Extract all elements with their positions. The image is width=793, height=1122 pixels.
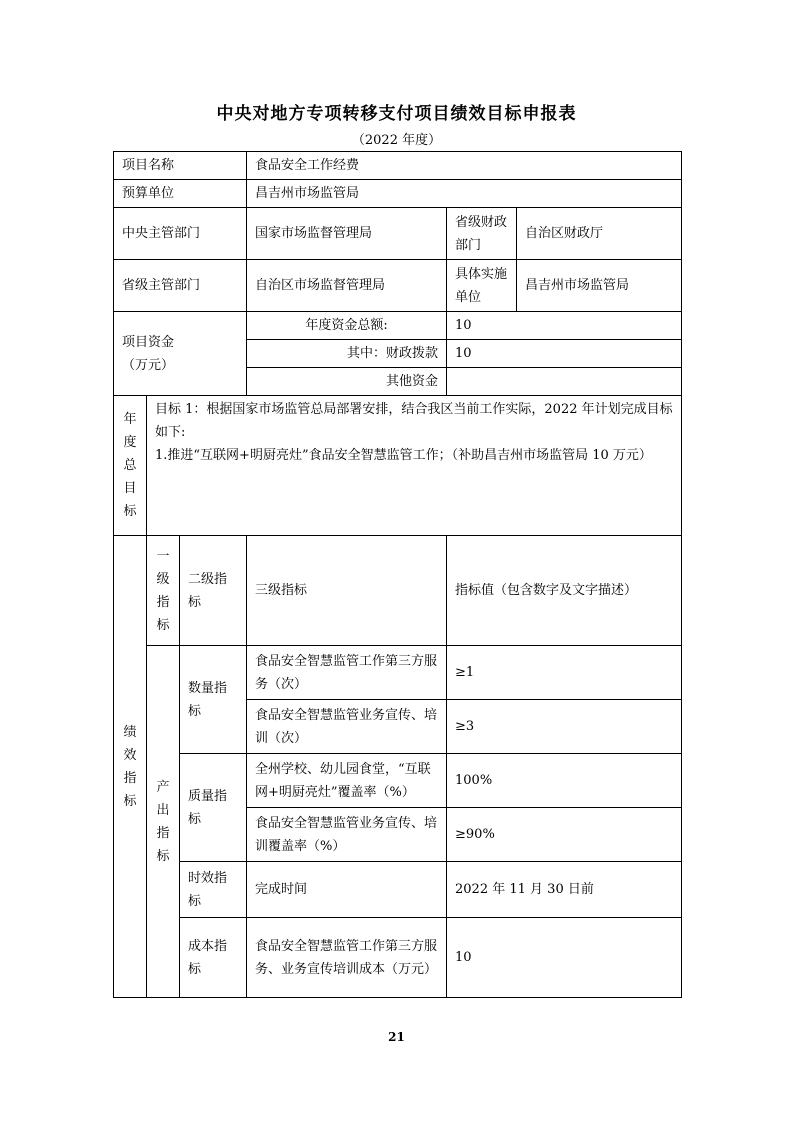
project-name-value: 食品安全工作经费 xyxy=(247,152,682,180)
quality-2-value: ≥90% xyxy=(447,808,682,862)
cost-value: 10 xyxy=(447,918,682,998)
annual-goal-label xyxy=(114,396,147,536)
row-project-name xyxy=(114,152,682,180)
row-quality-1 xyxy=(114,754,682,808)
performance-goal-table xyxy=(113,151,682,998)
level1-char: 级 xyxy=(156,571,170,587)
quantity-1-value: ≥1 xyxy=(447,646,682,700)
funds-fiscal-label: 其中：财政拨款 xyxy=(247,340,447,368)
indicators-char: 标 xyxy=(123,793,137,809)
impl-unit-label: 具体实施单位 xyxy=(447,260,517,312)
timeliness-label: 时效指标 xyxy=(180,862,247,918)
quantity-1-name: 食品安全智慧监管工作第三方服务（次） xyxy=(247,646,447,700)
level2-header: 二级指标 xyxy=(180,536,247,646)
row-indicator-header xyxy=(114,536,682,646)
row-cost xyxy=(114,918,682,998)
level1-char: 指 xyxy=(156,594,170,610)
annual-goal-char: 度 xyxy=(123,435,137,450)
quantity-label: 数量指标 xyxy=(180,646,247,754)
row-timeliness xyxy=(114,862,682,918)
annual-goal-text xyxy=(147,396,682,536)
cost-name: 食品安全智慧监管工作第三方服务、业务宣传培训成本（万元） xyxy=(247,918,447,998)
timeliness-name: 完成时间 xyxy=(247,862,447,918)
impl-unit-value: 昌吉州市场监管局 xyxy=(517,260,682,312)
level3-header: 三级指标 xyxy=(247,536,447,646)
budget-unit-label: 预算单位 xyxy=(114,180,247,208)
quality-2-name: 食品安全智慧监管业务宣传、培训覆盖率（%） xyxy=(247,808,447,862)
annual-goal-char: 总 xyxy=(123,458,137,473)
prov-finance-value: 自治区财政厅 xyxy=(517,208,682,260)
funds-label-line1: 项目资金 xyxy=(122,334,175,350)
budget-unit-value: 昌吉州市场监管局 xyxy=(247,180,682,208)
output-char: 出 xyxy=(156,802,170,818)
indicators-label xyxy=(114,536,147,998)
quantity-2-value: ≥3 xyxy=(447,700,682,754)
indicators-char: 绩 xyxy=(123,724,137,740)
row-central-dept xyxy=(114,208,682,260)
annual-goal-char: 标 xyxy=(123,504,137,519)
funds-total-value: 10 xyxy=(447,312,682,340)
document-title: 中央对地方专项转移支付项目绩效目标申报表 xyxy=(216,104,577,124)
funds-other-value xyxy=(447,368,682,396)
funds-total-label: 年度资金总额: xyxy=(247,312,447,340)
central-dept-label: 中央主管部门 xyxy=(114,208,247,260)
funds-label xyxy=(114,312,247,396)
level1-header xyxy=(147,536,180,646)
indicators-char: 指 xyxy=(123,770,137,786)
value-header: 指标值（包含数字及文字描述） xyxy=(447,536,682,646)
quantity-2-name: 食品安全智慧监管业务宣传、培训（次） xyxy=(247,700,447,754)
level1-char: 标 xyxy=(156,617,170,633)
quality-1-value: 100% xyxy=(447,754,682,808)
output-char: 标 xyxy=(156,848,170,864)
timeliness-value: 2022 年 11 月 30 日前 xyxy=(447,862,682,918)
level1-char: 一 xyxy=(156,548,170,564)
output-char: 指 xyxy=(156,825,170,841)
central-dept-value: 国家市场监督管理局 xyxy=(247,208,447,260)
quality-1-name: 全州学校、幼儿园食堂，“互联网+明厨亮灶”覆盖率（%） xyxy=(247,754,447,808)
output-indicators-label xyxy=(147,646,180,998)
annual-goal-line2: 1.推进“互联网+明厨亮灶”食品安全智慧监管工作；（补助昌吉州市场监管局 10 万元） xyxy=(155,448,652,463)
project-name-label: 项目名称 xyxy=(114,152,247,180)
document-subtitle: （2022 年度） xyxy=(351,133,442,148)
output-char: 产 xyxy=(156,779,170,795)
annual-goal-char: 目 xyxy=(123,481,137,496)
prov-dept-label: 省级主管部门 xyxy=(114,260,247,312)
funds-fiscal-value: 10 xyxy=(447,340,682,368)
cost-label: 成本指标 xyxy=(180,918,247,998)
row-annual-goal xyxy=(114,396,682,536)
row-quantity-1 xyxy=(114,646,682,700)
row-prov-dept xyxy=(114,260,682,312)
indicators-char: 效 xyxy=(123,747,137,763)
row-funds-total xyxy=(114,312,682,340)
annual-goal-char: 年 xyxy=(123,412,137,427)
funds-other-label: 其他资金 xyxy=(247,368,447,396)
funds-label-line2: （万元） xyxy=(122,357,175,373)
prov-dept-value: 自治区市场监督管理局 xyxy=(247,260,447,312)
row-budget-unit xyxy=(114,180,682,208)
prov-finance-label: 省级财政部门 xyxy=(447,208,517,260)
annual-goal-line1: 目标 1：根据国家市场监管总局部署安排，结合我区当前工作实际，2022 年计划完成目标如下: xyxy=(155,402,673,440)
page-number: 21 xyxy=(388,1030,405,1044)
quality-label: 质量指标 xyxy=(180,754,247,862)
